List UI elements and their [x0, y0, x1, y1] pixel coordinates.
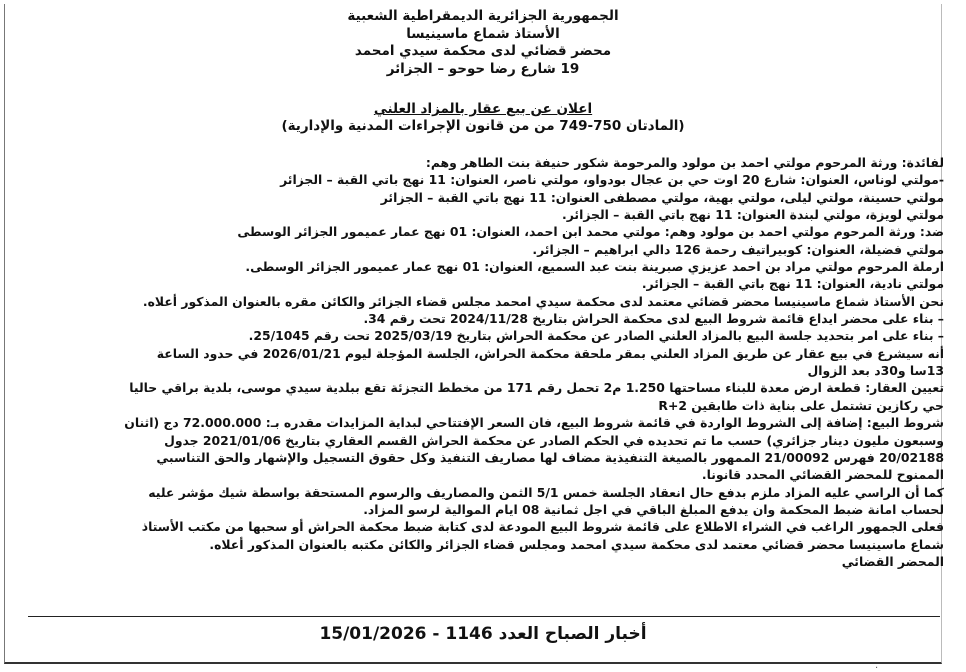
body-line: – بناء على امر بتحديد جلسة البيع بالمزاد العلني الصادر عن محكمة الحراش بتاريخ 2025/03/19 تحت رقم 25/1045. [248, 328, 944, 344]
body-line: فعلى الجمهور الراغب في الشراء الاطلاع على قائمة شروط البيع المودعة لدى كتابة ضبط محكمة الحراش أو سحبها من مكتب الأستاذ [141, 519, 944, 535]
republic-name: الجمهورية الجزائرية الديمقراطية الشعبية [347, 8, 619, 24]
body-line: لحساب امانة ضبط المحكمة وان يدفع المبلغ الباقي في اجل ثمانية 08 ايام الموالية لرسو المزاد. [363, 501, 944, 517]
bailiff-name: الأستاذ شماع ماسينيسا [406, 25, 560, 42]
body-line: شروط البيع: إضافة إلى الشروط الواردة في قائمة شروط البيع، فان السعر الإفتتاحي لبداية المزايدات مقدره بـ: 72.000.000 دج (اثنان [124, 415, 944, 431]
body-line: مولتي فضيلة، العنوان: كوبيراتيف رحمة 126 دالي ابراهيم – الجزائر. [532, 241, 944, 257]
body-line: الممنوح للمحضر القضائي المحدد قانونا. [701, 467, 944, 483]
notice-subtitle: (المادتان 750-749 من من قانون الإجراءات المدنية والإدارية) [281, 118, 685, 134]
signature: المحضر القضائي [841, 553, 944, 569]
body-line: 13سا و30د بعد الزوال [807, 363, 944, 379]
body-line: كما أن الراسي عليه المزاد ملزم بدفع حال انعقاد الجلسة خمس 5/1 الثمن والمصاريف والرسوم المستحقة بواسطة شيك مؤشر عليه [148, 484, 944, 500]
body-line: مولتي لويزة، مولتي لبندة العنوان: 11 نهج باتي القبة – الجزائر. [562, 207, 944, 223]
body-line: وسبعون مليون دينار جزائري) حسب ما تم تحديده في الحكم الصادر عن محكمة الحراش القسم العقاري بتاريخ 2021/01/06 جدول [164, 432, 944, 448]
notice-body [32, 154, 944, 570]
newspaper-footer: أخبار الصباح العدد 1146 - 15/01/2026 [319, 624, 647, 644]
footer-divider [28, 616, 940, 617]
body-line: نحن الأستاذ شماع ماسينيسا محضر قضائي معتمد لدى محكمة سيدي امحمد مجلس قضاء الجزائر والكائن مقره بالعنوان المذكور أعلاه. [142, 293, 944, 309]
body-line: لفائدة: ورثة المرحوم مولتي احمد بن مولود والمرحومة شكور حنيفة بنت الطاهر وهم: [425, 155, 944, 170]
body-line: -مولتي لوناس، العنوان: شارع 20 اوت حي بن عجال بودواو، مولتي ناصر، العنوان: 11 نهج باتي القبة – الجزائر [280, 172, 944, 188]
body-line: – بناء على محضر ايداع قائمة شروط البيع لدى محكمة الحراش بتاريخ 2024/11/28 تحت رقم 34. [363, 311, 944, 327]
body-line: حي ركازين تشتمل على بناية ذات طابقين R+2 [658, 397, 944, 413]
bailiff-address: 19 شارع رضا حوحو – الجزائر [386, 60, 580, 77]
scan-mark: . [875, 660, 879, 671]
body-line: تعيين العقار: قطعة ارض معدة للبناء مساحتها 1.250 م2 تحمل رقم 171 من مخطط التجزئة تقع ببلدية سيدي موسى، بلدية براقي حاليا [129, 380, 944, 396]
notice-header [0, 8, 966, 78]
body-line: مولتي نادية، العنوان: 11 نهج باتي القبة – الجزائر. [641, 276, 944, 292]
notice-title-block [0, 101, 966, 135]
body-line: شماع ماسينيسا محضر قضائي معتمد لدى محكمة سيدي امحمد ومجلس قضاء الجزائر والكائن مكتبه بالعنوان المذكور أعلاه. [209, 536, 944, 552]
body-line: ارملة المرحوم مولتي مراد بن احمد عزيزي صبرينة بنت عبد السميع، العنوان: 01 نهج عمار عميمور الجزائر الوسطى. [245, 259, 944, 275]
notice-title: اعلان عن بيع عقار بالمزاد العلني [373, 101, 593, 117]
body-line: ضد: ورثة المرحوم مولتي احمد بن مولود وهم: مولتي محمد ابن احمد، العنوان: 01 نهج عمار عميمور الجزائر الوسطى [237, 224, 944, 240]
body-line: مولتي حسينة، مولتي ليلى، مولتي بهية، مولتي مصطفى العنوان: 11 نهج باتي القبة – الجزائر [380, 189, 944, 205]
body-line: 20/02188 فهرس 21/00092 الممهور بالصيغة التنفيذية مضاف لها مصاريف التنفيذ وكل حقوق التسجيل والإشهار والحق التناسبي [156, 449, 944, 465]
bailiff-court: محضر قضائي لدى محكمة سيدي امحمد [354, 43, 612, 59]
body-line: أنه سيشرع في بيع عقار عن طريق المزاد العلني بمقر ملحقة محكمة الحراش، الجلسة المؤجلة ليوم 2026/01/21 في حدود الساعة [156, 345, 944, 361]
